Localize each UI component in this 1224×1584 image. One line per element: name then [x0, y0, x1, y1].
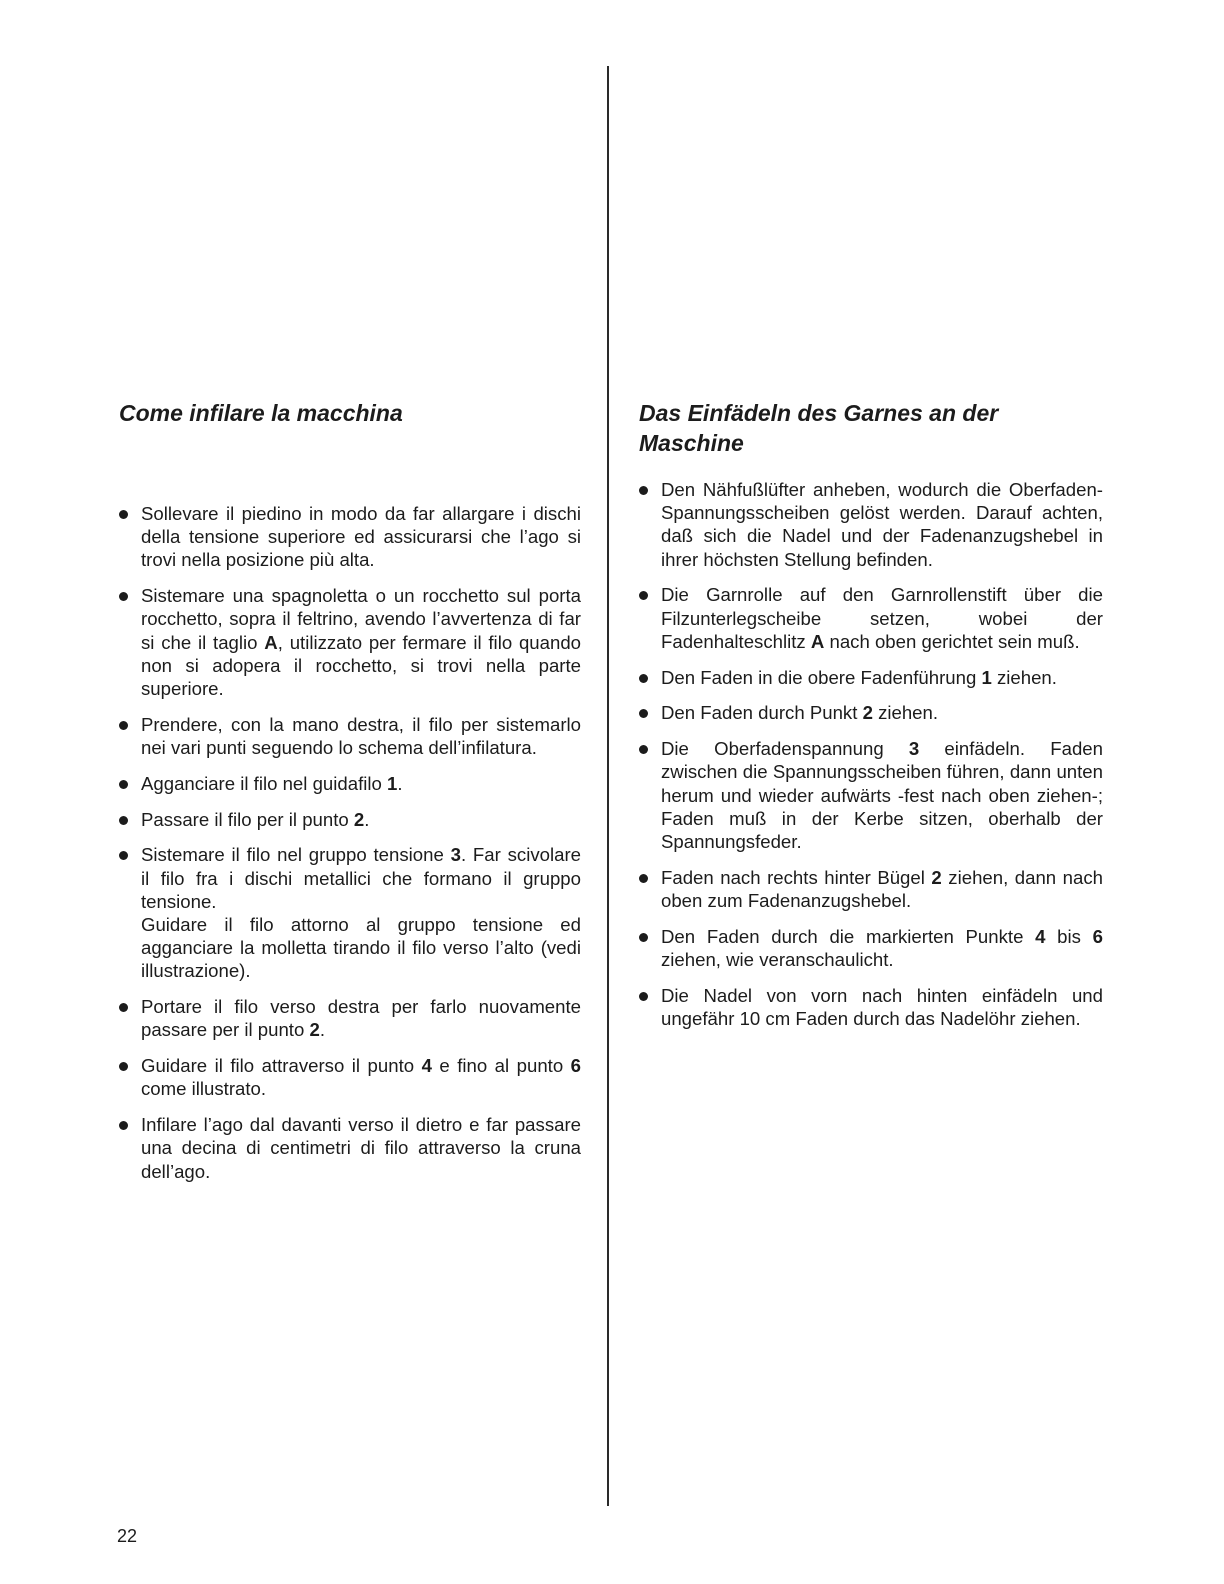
bullet-icon	[639, 874, 648, 883]
bullet-icon	[639, 933, 648, 942]
bullet-icon	[119, 510, 128, 519]
bullet-icon	[639, 992, 648, 1001]
bullet-icon	[639, 486, 648, 495]
list-item: Prendere, con la mano destra, il filo per sistemarlo nei vari punti seguendo lo schema dell’infilatura.	[119, 713, 581, 759]
list-item: Die Nadel von vorn nach hinten einfädeln und ungefähr 10 cm Faden durch das Nadelöhr ziehen.	[639, 984, 1103, 1030]
column-divider	[607, 66, 609, 1506]
list-item: Den Faden durch Punkt 2 ziehen.	[639, 701, 1103, 724]
german-column	[639, 398, 1103, 1043]
list-item: Guidare il filo attraverso il punto 4 e fino al punto 6 come illustrato.	[119, 1054, 581, 1100]
bullet-icon	[119, 592, 128, 601]
bullet-icon	[119, 1003, 128, 1012]
bullet-icon	[119, 1121, 128, 1130]
list-item: Portare il filo verso destra per farlo nuovamente passare per il punto 2.	[119, 995, 581, 1041]
list-item: Sollevare il piedino in modo da far allargare i dischi della tensione superiore ed assicurarsi che l’ago si trovi nella posizione più alta.	[119, 502, 581, 572]
bullet-icon	[119, 816, 128, 825]
german-section-title: Das Einfädeln des Garnes an der Maschine	[639, 400, 999, 456]
bullet-icon	[639, 591, 648, 600]
list-item: Sistemare una spagnoletta o un rocchetto sul porta rocchetto, sopra il feltrino, avendo l’avvertenza di far si che il taglio A, utilizzato per fermare il filo quando non si adopera il rocchetto, si trovi nella parte superiore.	[119, 584, 581, 700]
german-instruction-list	[639, 478, 1103, 1030]
bullet-icon	[639, 674, 648, 683]
list-item: Die Garnrolle auf den Garnrollenstift über die Filzunterlegscheibe setzen, wobei der Fadenhalteschlitz A nach oben gerichtet sein muß.	[639, 583, 1103, 653]
list-item: Agganciare il filo nel guidafilo 1.	[119, 772, 581, 795]
list-item: Den Nähfußlüfter anheben, wodurch die Oberfaden-Spannungsscheiben gelöst werden. Darauf achten, daß sich die Nadel und der Fadenanzugshebel in ihrer höchsten Stellung befinden.	[639, 478, 1103, 571]
list-item: Passare il filo per il punto 2.	[119, 808, 581, 831]
italian-instruction-list	[119, 502, 581, 1183]
bullet-icon	[119, 780, 128, 789]
list-item: Die Oberfadenspannung 3 einfädeln. Faden zwischen die Spannungsscheiben führen, dann unten herum und wieder aufwärts -fest nach oben ziehen-; Faden muß in der Kerbe sitzen, oberhalb der Spannungsfeder.	[639, 737, 1103, 853]
italian-section-title: Come infilare la macchina	[119, 400, 403, 426]
bullet-icon	[119, 721, 128, 730]
bullet-icon	[639, 745, 648, 754]
list-item: Sistemare il filo nel gruppo tensione 3. Far scivolare il filo fra i dischi metallici che formano il gruppo tensione. Guidare il filo attorno al gruppo tensione ed agganciare la molletta tirando il filo verso l’alto (vedi illustrazione).	[119, 843, 581, 982]
bullet-icon	[119, 1062, 128, 1071]
page-number: 22	[117, 1526, 138, 1546]
italian-column	[119, 398, 581, 1195]
list-item: Faden nach rechts hinter Bügel 2 ziehen, dann nach oben zum Fadenanzugshebel.	[639, 866, 1103, 912]
list-item: Den Faden durch die markierten Punkte 4 bis 6 ziehen, wie veranschaulicht.	[639, 925, 1103, 971]
bullet-icon	[119, 851, 128, 860]
bullet-icon	[639, 709, 648, 718]
list-item: Den Faden in die obere Fadenführung 1 ziehen.	[639, 666, 1103, 689]
list-item: Infilare l’ago dal davanti verso il dietro e far passare una decina di centimetri di filo attraverso la cruna dell’ago.	[119, 1113, 581, 1183]
